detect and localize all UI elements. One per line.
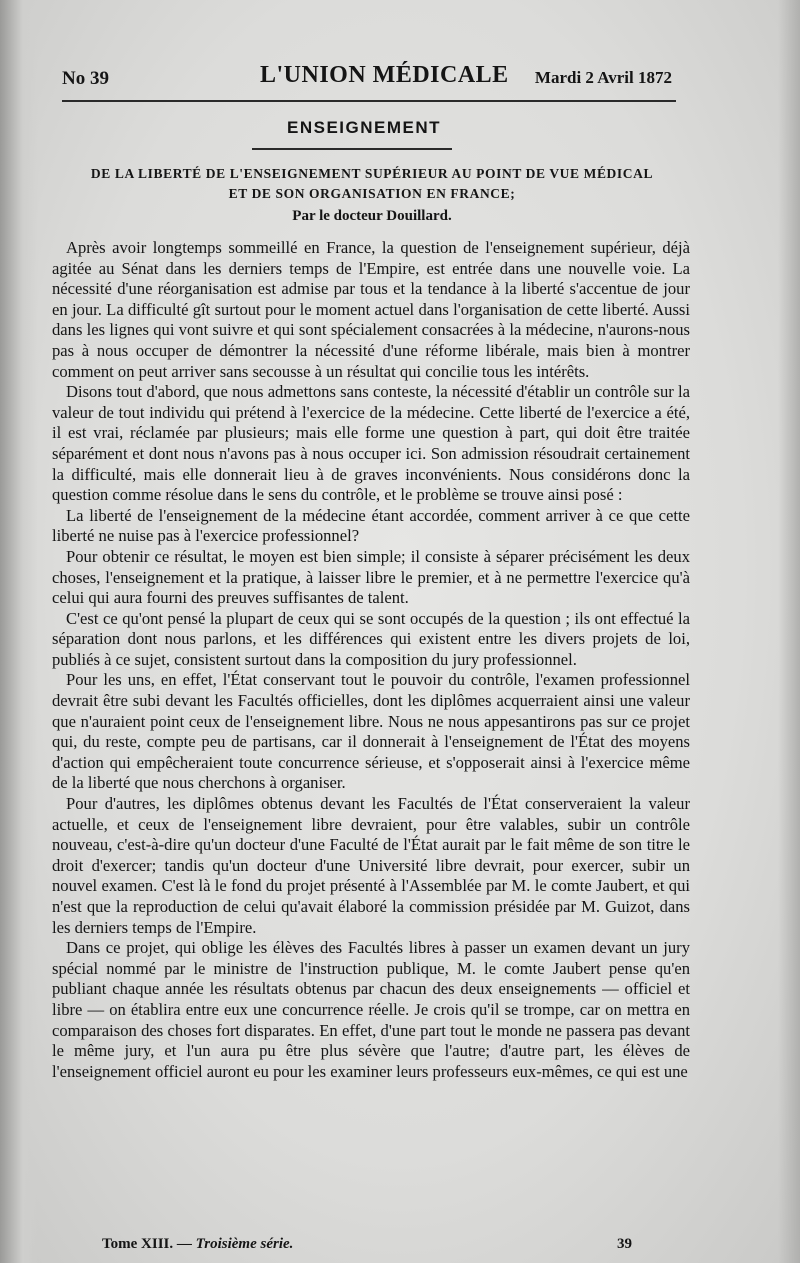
paragraph: C'est ce qu'ont pensé la plupart de ceux qui se sont occupés de la question ; ils ont effectué la séparation dont nous parlons, et les différences qui existent entre les divers projets de loi, publiés à ce sujet, consistent surtout dans la composition du jury professionnel. bbox=[52, 608, 690, 669]
page-number: 39 bbox=[617, 1236, 632, 1252]
article-byline: Par le docteur Douillard. bbox=[292, 208, 452, 224]
article-body bbox=[52, 238, 690, 1082]
article-subtitle bbox=[62, 164, 682, 204]
paragraph: Dans ce projet, qui oblige les élèves des Facultés libres à passer un examen devant un jury spécial nommé par le ministre de l'instruction publique, M. le comte Jaubert pense qu'en publiant chaque année les résultats obtenus par chacun des deux enseignements — officiel et libre — on établira entre eux une concurrence réelle. Je crois qu'il se trompe, car on mettra en comparaison des choses fort disparates. En effet, d'une part tout le monde ne passera pas devant le même jury, et l'un aura pu être plus sévère que l'autre; d'autre part, les élèves de l'enseignement officiel auront eu pour les examiner leurs professeurs eux-mêmes, ce qui est une bbox=[52, 938, 690, 1081]
header-rule bbox=[62, 100, 676, 102]
serie-label: Troisième série. bbox=[195, 1236, 294, 1252]
paragraph: Pour d'autres, les diplômes obtenus devant les Facultés de l'État conserveraient la valeur actuelle, et ceux de l'enseignement libre devraient, pour être valables, subir un contrôle nouveau, c'est-à-dire qu'un docteur d'une Faculté de l'État aurait par le fait même de son titre le droit d'exercer; tandis qu'un docteur d'une Université libre devrait, pour exercer, subir un nouvel examen. C'est là le fond du projet présenté à l'Assemblée par M. le comte Jaubert, et qui n'est que la reproduction de celui qu'avait élaboré la commission présidée par M. Guizot, dans les derniers temps de l'Empire. bbox=[52, 794, 690, 937]
paragraph: Pour obtenir ce résultat, le moyen est bien simple; il consiste à séparer précisément les deux choses, l'enseignement et la pratique, à laisser libre le premier, et à ne permettre l'exercice qu'à celui qui aura fourni des preuves suffisantes de talent. bbox=[52, 546, 690, 608]
subtitle-line-1: DE LA LIBERTÉ DE L'ENSEIGNEMENT SUPÉRIEUR AU POINT DE VUE MÉDICAL bbox=[90, 166, 654, 181]
page-left-edge-shadow bbox=[0, 0, 38, 1263]
page-header bbox=[62, 62, 674, 96]
paragraph: Disons tout d'abord, que nous admettons sans conteste, la nécessité d'établir un contrôle sur la valeur de tout individu qui prétend à l'exercice de la médecine. Cette liberté de l'exercice a été, il est vrai, réclamée par plusieurs; mais elle forme une question à part, qui doit être traitée séparément et dont nous n'avons pas à nous occuper ici. Son admission résoudrait certainement la difficulté, mais elle donnerait lieu à de graves inconvénients. Nous considérons donc la question comme résolue dans le sens du contrôle, et le problème se trouve ainsi posé : bbox=[52, 382, 690, 505]
paragraph: Après avoir longtemps sommeillé en France, la question de l'enseignement supérieur, déjà agitée au Sénat dans les derniers temps de l'Empire, est entrée dans une nouvelle voie. La nécessité d'une réorganisation est admise par tous et la tendance à la liberté s'accentue de jour en jour. La difficulté gît surtout pour le moment actuel dans l'organisation de cette liberté. Aussi dans les lignes qui vont suivre et qui sont spécialement consacrées à la médecine, n'aurons-nous pas à nous occuper de démontrer la nécessité d'une réforme libérale, mais bien à montrer comment on peut arriver sans secousse à un résultat qui concilie tous les intérêts. bbox=[52, 238, 690, 381]
journal-title: L'UNION MÉDICALE bbox=[260, 62, 509, 88]
page-footer bbox=[102, 1236, 632, 1258]
section-title-rule bbox=[252, 148, 452, 150]
issue-number: No 39 bbox=[62, 68, 109, 89]
issue-date: Mardi 2 Avril 1872 bbox=[534, 68, 672, 87]
paragraph: Pour les uns, en effet, l'État conservant tout le pouvoir du contrôle, l'examen professionnel devrait être subi devant les Facultés officielles, dont les diplômes acquerraient ainsi une valeur que n'auraient point ceux de l'enseignement libre. Nous ne nous appesantirons pas sur ce projet qui, du reste, compte peu de partisans, car il donnerait à l'enseignement de l'État des moyens d'action qui empêcheraient toute concurrence sérieuse, et s'opposerait ainsi à l'exercice même de la liberté que nous cherchons à organiser. bbox=[52, 670, 690, 793]
page-right-edge-shadow bbox=[778, 0, 800, 1263]
tome-label: Tome XIII. — bbox=[102, 1236, 196, 1252]
volume-info bbox=[102, 1236, 293, 1253]
section-title: ENSEIGNEMENT bbox=[286, 118, 442, 137]
subtitle-line-2: ET DE SON ORGANISATION EN FRANCE; bbox=[228, 186, 516, 201]
paragraph: La liberté de l'enseignement de la médecine étant accordée, comment arriver à ce que cette liberté ne nuise pas à l'exercice professionnel? bbox=[52, 505, 690, 546]
